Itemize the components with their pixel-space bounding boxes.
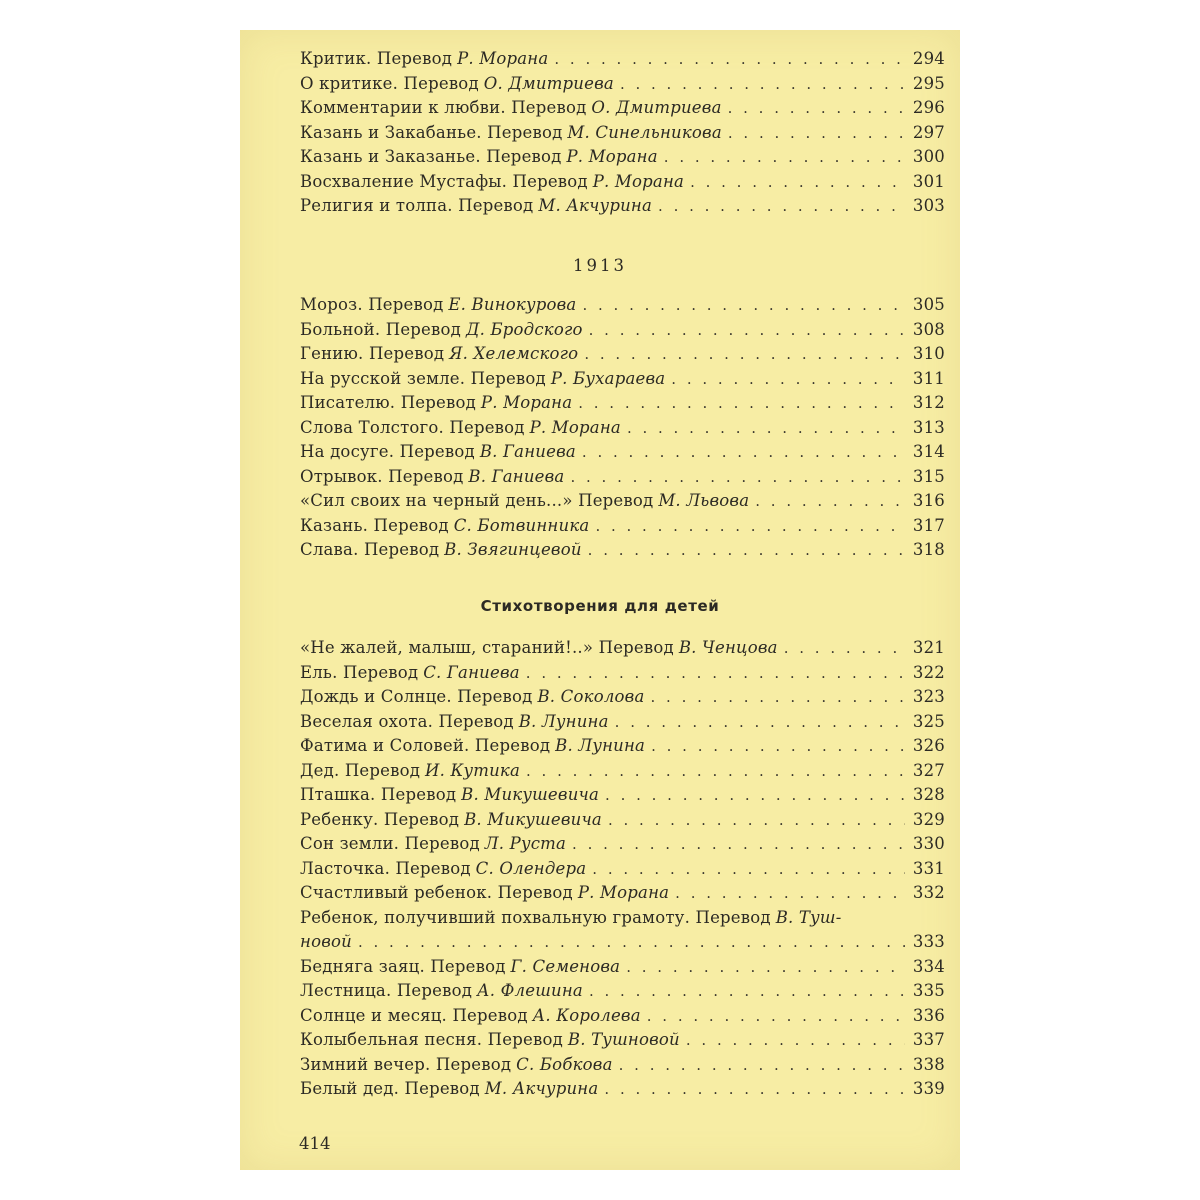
entry-page-number: 327 [912,760,945,780]
entry-title-group [300,320,583,339]
entry-page-number: 303 [912,196,945,215]
entry-title-group [300,1006,641,1025]
entry-translator: М. Львова [658,491,750,510]
entry-translator: В. Ганиева [468,466,565,486]
toc-entry [300,1006,945,1031]
entry-page-number: 337 [912,1030,945,1049]
entry-translator: В. Ченцова [678,638,778,657]
toc-group-children [300,638,945,1104]
dot-leader [570,468,905,486]
dot-leader [358,933,905,951]
entry-title: Лестница. Перевод [300,981,473,1000]
entry-title-group [300,172,684,191]
entry-translator: В. Лунина [518,711,609,731]
entry-page-number: 310 [912,344,945,363]
entry-translator: Р. Морана [529,417,621,437]
entry-title: Слова Толстого. Перевод [300,417,525,437]
entry-title-group [300,859,586,878]
entry-translator: М. Акчурина [484,1079,599,1098]
toc-entry [300,491,945,516]
entry-translator: С. Олендера [475,858,587,878]
entry-title: Веселая охота. Перевод [300,711,514,731]
entry-title-group [300,834,566,853]
entry-translator: Р. Бухараева [550,368,666,388]
entry-translator: О. Дмитриева [483,73,614,93]
dot-leader [526,664,905,682]
dot-leader [728,124,905,142]
dot-leader [604,1080,905,1098]
dot-leader [584,345,905,363]
entry-title-group [300,98,722,117]
toc-entry [300,883,945,908]
entry-title-group [300,1079,598,1098]
entry-title: На русской земле. Перевод [300,368,546,388]
entry-page-number: 301 [912,171,945,191]
toc-entry [300,344,945,369]
entry-title: «Сил своих на черный день...» Перевод [300,491,654,510]
entry-page-number: 318 [912,540,945,559]
toc-entry [300,981,945,1006]
toc-entry [300,49,945,74]
entry-title: Колыбельная песня. Перевод [300,1030,563,1049]
entry-translator: Я. Хелемского [449,344,579,363]
book-page [240,30,960,1170]
entry-title: Казань. Перевод [300,515,449,535]
toc-entry [300,810,945,835]
entry-title-group [300,74,614,93]
toc-entry [300,172,945,197]
entry-translator-continued: новой [300,932,352,951]
dot-leader [728,99,905,117]
entry-page-number: 329 [912,809,945,829]
dot-leader [592,860,905,878]
entry-page-number: 316 [912,491,945,510]
entry-title-group [300,491,749,510]
entry-page-number: 338 [912,1054,945,1074]
entry-page-number: 328 [912,785,945,804]
entry-translator: А. Королева [532,1005,641,1025]
entry-page-number: 331 [912,858,945,878]
entry-title-group [300,295,576,314]
dot-leader [589,321,905,339]
entry-page-number: 313 [912,417,945,437]
entry-title: Бедняга заяц. Перевод [300,956,506,976]
entry-page-number: 312 [912,393,945,412]
section-heading-1913: 1913 [573,256,627,275]
toc-entry [300,859,945,884]
entry-page-number: 325 [912,711,945,731]
toc-entry [300,74,945,99]
dot-leader [605,786,905,804]
entry-translator: М. Синельникова [567,122,722,142]
entry-title-group [300,810,602,829]
entry-page-number: 330 [912,834,945,853]
entry-title: Мороз. Перевод [300,295,444,314]
dot-leader [620,75,905,93]
toc-entry-continuation [300,932,945,957]
dot-leader [651,688,905,706]
entry-title: Солнце и месяц. Перевод [300,1005,528,1025]
dot-leader [675,884,905,902]
dot-leader [619,1056,905,1074]
entry-title: Больной. Перевод [300,319,462,339]
entry-title: Ребенок, получивший похвальную грамоту. Перевод [300,907,771,927]
page-number: 414 [299,1134,331,1153]
dot-leader [686,1031,905,1049]
entry-translator: С. Ботвинника [453,515,590,535]
entry-title-group [300,785,599,804]
dot-leader [671,370,905,388]
entry-title-group [300,957,620,976]
entry-page-number: 295 [912,73,945,93]
entry-title-group [300,908,841,927]
entry-title-group [300,638,778,657]
dot-leader [526,762,905,780]
entry-translator: Р. Морана [592,171,685,191]
entry-translator: Р. Морана [480,393,573,412]
dot-leader [589,982,905,1000]
entry-page-number: 294 [912,49,945,68]
entry-title: Писателю. Перевод [300,393,476,412]
entry-page-number: 321 [912,638,945,657]
entry-translator: М. Акчурина [538,196,653,215]
entry-title-group [300,196,652,215]
entry-title-group [300,736,645,755]
dot-leader [690,173,905,191]
toc-entry [300,712,945,737]
dot-leader [582,443,905,461]
dot-leader [664,148,905,166]
entry-page-number: 339 [912,1079,945,1098]
entry-title: Ребенку. Перевод [300,809,460,829]
entry-page-number: 335 [912,981,945,1000]
entry-page-number: 305 [912,295,945,314]
entry-page-number: 315 [912,466,945,486]
dot-leader [627,419,905,437]
entry-title-group [300,932,352,951]
entry-title: Казань и Заказанье. Перевод [300,147,562,166]
entry-title-group [300,123,722,142]
entry-title-group [300,1055,613,1074]
dot-leader [595,517,905,535]
toc-entry [300,540,945,565]
entry-title: Казань и Закабанье. Перевод [300,122,563,142]
entry-page-number: 296 [912,98,945,117]
entry-translator: Р. Морана [566,147,658,166]
dot-leader [626,958,905,976]
dot-leader [608,811,905,829]
entry-translator: В. Микушевича [461,785,600,804]
entry-translator: Р. Морана [577,883,670,902]
entry-title: О критике. Перевод [300,73,479,93]
entry-title-group [300,663,520,682]
entry-title-group [300,540,582,559]
entry-title-group [300,883,669,902]
toc-group-top [300,49,945,221]
entry-page-number: 323 [912,687,945,706]
entry-title-group [300,393,572,412]
entry-title: Дед. Перевод [300,760,421,780]
entry-title-group [300,981,583,1000]
toc-entry [300,295,945,320]
dot-leader [572,835,905,853]
dot-leader [651,737,905,755]
entry-title: «Не жалей, малыш, стараний!..» Перевод [300,638,674,657]
entry-title: Слава. Перевод [300,540,440,559]
entry-translator: Д. Бродского [465,319,583,339]
entry-title-group [300,761,520,780]
dot-leader [647,1007,905,1025]
entry-title-group [300,712,609,731]
toc-entry [300,98,945,123]
entry-page-number: 322 [912,662,945,682]
entry-title: Пташка. Перевод [300,785,457,804]
entry-translator: С. Бобкова [516,1054,613,1074]
toc-entry [300,834,945,859]
toc-entry [300,467,945,492]
entry-title: Фатима и Соловей. Перевод [300,736,551,755]
entry-title: Зимний вечер. Перевод [300,1054,512,1074]
toc-entry [300,638,945,663]
entry-translator: Е. Винокурова [448,295,577,314]
entry-title: Религия и толпа. Перевод [300,196,534,215]
entry-translator: В. Микушевича [464,809,602,829]
toc-entry [300,393,945,418]
entry-translator: Г. Семенова [510,956,621,976]
entry-title-group [300,1030,680,1049]
entry-title: Гению. Перевод [300,344,445,363]
toc-entry [300,1030,945,1055]
entry-title: Ласточка. Перевод [300,858,471,878]
entry-translator: В. Ганиева [479,442,576,461]
section-heading-children: Стихотворения для детей [480,597,720,615]
dot-leader [578,394,905,412]
entry-title-group [300,369,665,388]
entry-translator: В. Туш- [775,907,842,927]
entry-title-group [300,467,564,486]
entry-translator: И. Кутика [425,760,521,780]
toc-entry [300,1055,945,1080]
entry-page-number: 300 [912,147,945,166]
entry-page-number: 317 [912,515,945,535]
entry-title-group [300,147,658,166]
toc-entry [300,369,945,394]
toc-entry [300,320,945,345]
toc-entry [300,196,945,221]
entry-translator: Р. Морана [457,49,549,68]
toc-entry [300,1079,945,1104]
entry-translator: В. Лунина [555,736,646,755]
entry-page-number: 326 [912,736,945,755]
entry-translator: Л. Руста [484,834,567,853]
entry-title: Отрывок. Перевод [300,466,464,486]
dot-leader [755,492,905,510]
entry-title: Счастливый ребенок. Перевод [300,883,573,902]
entry-translator: В. Звягинцевой [444,540,582,559]
entry-page-number: 336 [912,1005,945,1025]
entry-title: Восхваление Мустафы. Перевод [300,171,588,191]
entry-page-number: 311 [912,368,945,388]
toc-entry [300,687,945,712]
toc-entry [300,957,945,982]
toc-entry [300,736,945,761]
entry-title-group [300,49,548,68]
dot-leader [615,713,905,731]
toc-entry [300,147,945,172]
dot-leader [588,541,905,559]
entry-title-group [300,442,576,461]
entry-title-group [300,516,589,535]
toc-entry [300,123,945,148]
entry-title: Комментарии к любви. Перевод [300,98,587,117]
entry-page-number: 333 [912,932,945,951]
entry-page-number: 332 [912,883,945,902]
toc-entry [300,785,945,810]
toc-entry [300,761,945,786]
entry-title: Белый дед. Перевод [300,1079,480,1098]
dot-leader [784,639,905,657]
toc-entry [300,663,945,688]
entry-translator: О. Дмитриева [591,98,722,117]
toc-entry [300,442,945,467]
dot-leader [554,50,905,68]
entry-page-number: 334 [912,956,945,976]
entry-translator: В. Соколова [537,687,645,706]
entry-title-group [300,344,578,363]
entry-translator: С. Ганиева [423,662,520,682]
entry-page-number: 314 [912,442,945,461]
toc-entry [300,516,945,541]
entry-title-group [300,687,645,706]
dot-leader [658,197,905,215]
entry-title: Ель. Перевод [300,662,419,682]
entry-title: Критик. Перевод [300,49,453,68]
dot-leader [582,296,905,314]
entry-title-group [300,418,621,437]
entry-title: На досуге. Перевод [300,442,475,461]
toc-entry [300,908,945,933]
entry-page-number: 308 [912,319,945,339]
entry-translator: В. Тушновой [567,1030,680,1049]
entry-page-number: 297 [912,122,945,142]
entry-title: Сон земли. Перевод [300,834,480,853]
toc-group-1913 [300,295,945,565]
entry-translator: А. Флешина [477,981,583,1000]
toc-entry [300,418,945,443]
entry-title: Дождь и Солнце. Перевод [300,687,533,706]
